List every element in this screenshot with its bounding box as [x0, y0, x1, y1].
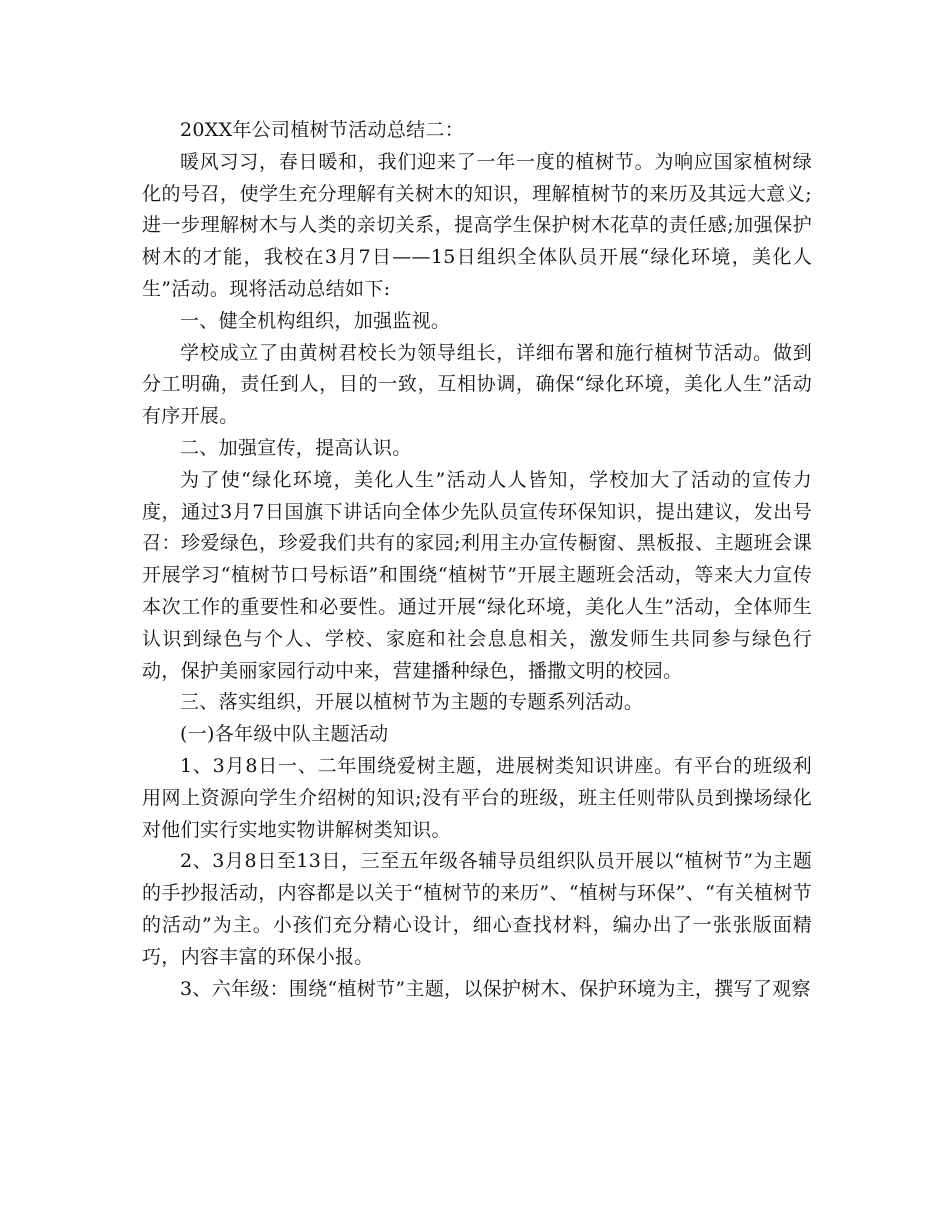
- paragraph-intro: 暖风习习，春日暖和，我们迎来了一年一度的植树节。为响应国家植树绿化的号召，使学生充分理解有关树木的知识，理解植树节的来历及其远大意义;进一步理解树木与人类的亲切关系，提高学生保护树木花草的责任感;加强保护树木的才能，我校在3月7日——15日组织全体队员开展“绿化环境，美化人生”活动。现将活动总结如下:: [142, 150, 812, 300]
- list-item-1: 1、3月8日一、二年围绕爱树主题，进展树类知识讲座。有平台的班级利用网上资源向学生介绍树的知识;没有平台的班级，班主任则带队员到操场绿化对他们实行实地实物讲解树类知识。: [142, 754, 812, 841]
- subsection-heading-1: (一)各年级中队主题活动: [180, 723, 389, 746]
- document-title: 20XX年公司植树节活动总结二：: [180, 119, 465, 141]
- list-item-2: 2、3月8日至13日，三至五年级各辅导员组织队员开展以“植树节”为主题的手抄报活动，内容都是以关于“植树节的来历”、“植树与环保”、“有关植树节的活动”为主。小孩们充分精心设计，细心查找材料，编办出了一张张版面精巧，内容丰富的环保小报。: [142, 850, 812, 968]
- paragraph-section-2: 为了使“绿化环境，美化人生”活动人人皆知，学校加大了活动的宣传力度，通过3月7日国旗下讲话向全体少先队员宣传环保知识，提出建议，发出号召：珍爱绿色，珍爱我们共有的家园;利用主办宣传橱窗、黑板报、主题班会课开展学习“植树节口号标语”和围绕“植树节”开展主题班会活动，等来大力宣传本次工作的重要性和必要性。通过开展“绿化环境，美化人生”活动，全体师生认识到绿色与个人、学校、家庭和社会息息相关，激发师生共同参与绿色行动，保护美丽家园行动中来，营建播种绿色，播撒文明的校园。: [142, 468, 812, 682]
- section-heading-1: 一、健全机构组织，加强监视。: [180, 309, 451, 332]
- section-heading-2: 二、加强宣传，提高认识。: [180, 436, 412, 459]
- paragraph-section-1: 学校成立了由黄树君校长为领导组长，详细布署和施行植树节活动。做到分工明确，责任到人，目的一致，互相协调，确保“绿化环境，美化人生”活动有序开展。: [142, 341, 812, 428]
- section-heading-3: 三、落实组织，开展以植树节为主题的专题系列活动。: [180, 691, 644, 714]
- document-body: [142, 115, 812, 1005]
- list-item-3: 3、六年级：围绕“植树节”主题，以保护树木、保护环境为主，撰写了观察: [180, 977, 811, 1000]
